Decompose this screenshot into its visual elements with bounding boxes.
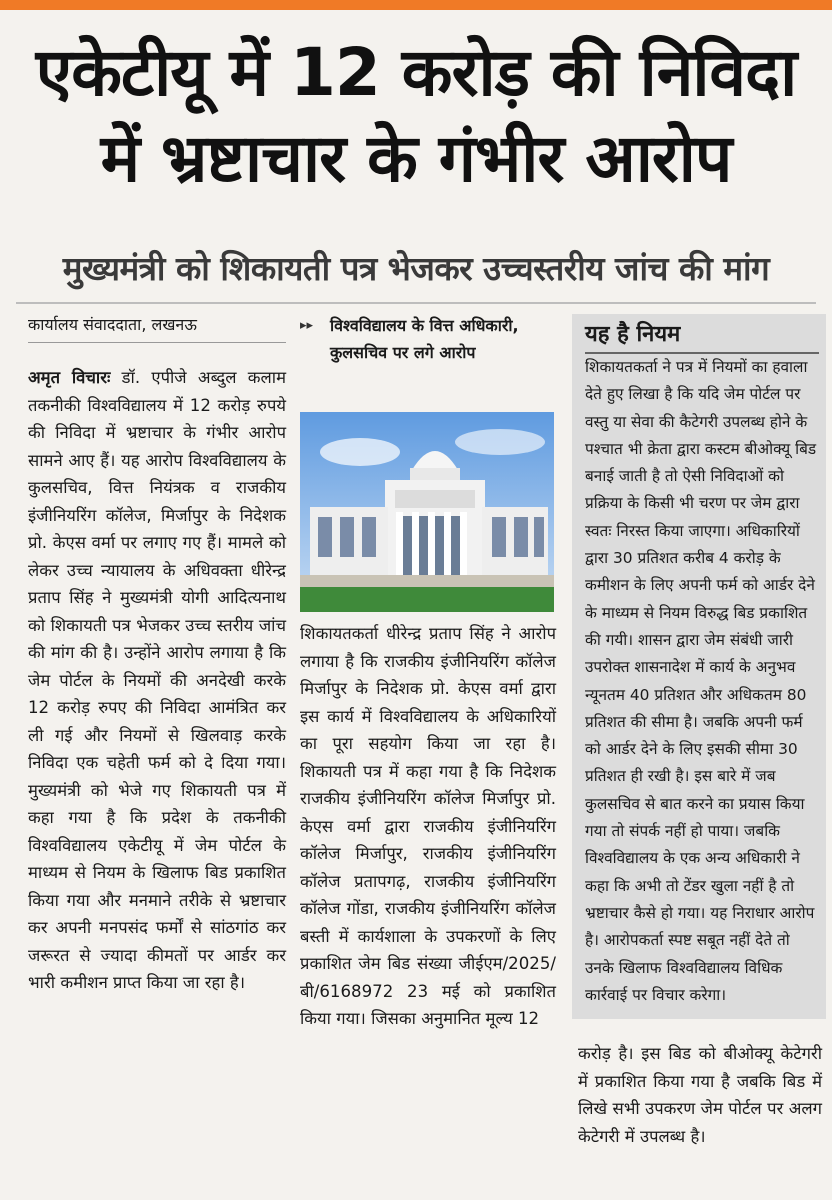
pullquote-text: विश्वविद्यालय के वित्त अधिकारी, कुलसचिव पर लगे आरोप [330,316,519,362]
sidebox-body: शिकायतकर्ता ने पत्र में नियमों का हवाला देते हुए लिखा है कि यदि जेम पोर्टल पर वस्तु या सेवा की कैटेगरी उपलब्ध होने के पश्चात भी क्रेता द्वारा कस्टम बीओक्यू बिड बनाई जाती है तो ऐसी निविदाओं को प्रक्रिया के किसी भी चरण पर जेम द्वारा स्वतः निरस्त किया जाएगा। अधिकारियों द्वारा 30 प्रतिशत करीब 4 करोड़ के कमीशन के लिए अपनी फर्म को आर्डर देने के माध्यम से नियम विरुद्ध बिड प्रकाशित की गयी। शासन द्वारा जेम संबंधी जारी उपरोक्त शासनादेश में कार्य के अनुभव न्यूनतम 40 प्रतिशत और अधिकतम 80 प्रतिशत की सीमा है। जबकि अपनी फर्म को आर्डर देने के लिए इसकी सीमा 30 प्रतिशत ही रखी है। इस बारे में जब कुलसचिव से बात करने का प्रयास किया गया तो संपर्क नहीं हो पाया। जबकि विश्वविद्यालय के एक अन्य अधिकारी ने कहा कि अभी तो टेंडर खुला नहीं है तो भ्रष्टाचार कैसे हो गया। यह निराधार आरोप है। आरोपकर्ता स्पष्ट सबूत नहीं देते तो उनके खिलाफ विश्वविद्यालय विधिक कार्रवाई पर विचार करेगा। [585,358,817,1004]
double-arrow-icon: ▸▸ [300,318,314,333]
column-1-body: डॉ. एपीजे अब्दुल कलाम तकनीकी विश्वविद्यालय में 12 करोड़ रुपये की निविदा में भ्रष्टाचार के गंभीर आरोप सामने आए हैं। यह आरोप विश्वविद्यालय के कुलसचिव, वित्त नियंत्रक व राजकीय इंजीनियरिंग कॉलेज, मिर्जापुर के निदेशक प्रो. केएस वर्मा पर लगाए गए हैं। मामले को लेकर उच्च न्यायालय के अधिवक्ता धीरेन्द्र प्रताप सिंह ने मुख्यमंत्री योगी आदित्यनाथ को शिकायती पत्र भेजकर उच्च स्तरीय जांच की मांग की है। उन्होंने आरोप लगाया है कि जेम पोर्टल के नियमों की अनदेखी करके 12 करोड़ रुपए की निविदा आमंत्रित कर ली गई और नियमों से खिलवाड़ करके निविदा एक चहेती फर्म को दे दिया गया। मुख्यमंत्री को भेजे गए शिकायती पत्र में कहा गया है कि प्रदेश के तकनीकी विश्वविद्यालय एकेटीयू में जेम पोर्टल के माध्यम से नियम के खिलाफ बिड प्रकाशित किया गया और मनमाने तरीके से भ्रष्टाचार कर अपनी मनपसंद फर्मों से सांठगांठ कर जरूरत से ज्यादा कीमतों पर आर्डर कर भारी कमीशन प्राप्त किया जा रहा है। [28,368,286,992]
building-illustration [300,412,554,612]
subheadline: मुख्यमंत्री को शिकायती पत्र भेजकर उच्चस्तरीय जांच की मांग [62,249,770,288]
sidebox-title: यह है नियम [585,322,681,347]
article-column-1 [28,364,286,997]
pullquote [300,312,558,366]
article-column-3: करोड़ है। इस बिड को बीओक्यू केटेगरी में प्रकाशित किया गया है जबकि बिड में लिखे सभी उपकरण जेम पोर्टल पर अलग केटेगरी में उपलब्ध है। [578,1044,822,1146]
byline: कार्यालय संवाददाता, लखनऊ [28,315,197,334]
top-accent-bar [0,0,832,10]
university-building-photo [300,412,554,612]
headline [0,30,832,202]
header-divider [16,302,816,304]
headline-line-1: एकेटीयू में 12 करोड़ की निविदा [35,34,797,111]
byline-rule [28,342,286,343]
dateline-lead: अमृत विचारः [28,368,111,387]
headline-line-2: में भ्रष्टाचार के गंभीर आरोप [100,120,732,197]
article-column-2: शिकायतकर्ता धीरेन्द्र प्रताप सिंह ने आरोप लगाया है कि राजकीय इंजीनियरिंग कॉलेज मिर्जापुर के निदेशक प्रो. केएस वर्मा द्वारा इस कार्य में विश्वविद्यालय के अधिकारियों का पूरा सहयोग किया जा रहा है। शिकायती पत्र में कहा गया है कि निदेशक राजकीय इंजीनियरिंग कॉलेज मिर्जापुर प्रो. केएस वर्मा द्वारा राजकीय इंजीनियरिंग कॉलेज मिर्जापुर, राजकीय इंजीनियरिंग कॉलेज प्रतापगढ़, राजकीय इंजीनियरिंग कॉलेज गोंडा, राजकीय इंजीनियरिंग कॉलेज बस्ती में कार्यशाला के उपकरणों के लिए प्रकाशित जेम बिड संख्या जीईएम/2025/बी/6168972 23 मई को प्रकाशित किया गया। जिसका अनुमानित मूल्य 12 [300,624,556,1028]
